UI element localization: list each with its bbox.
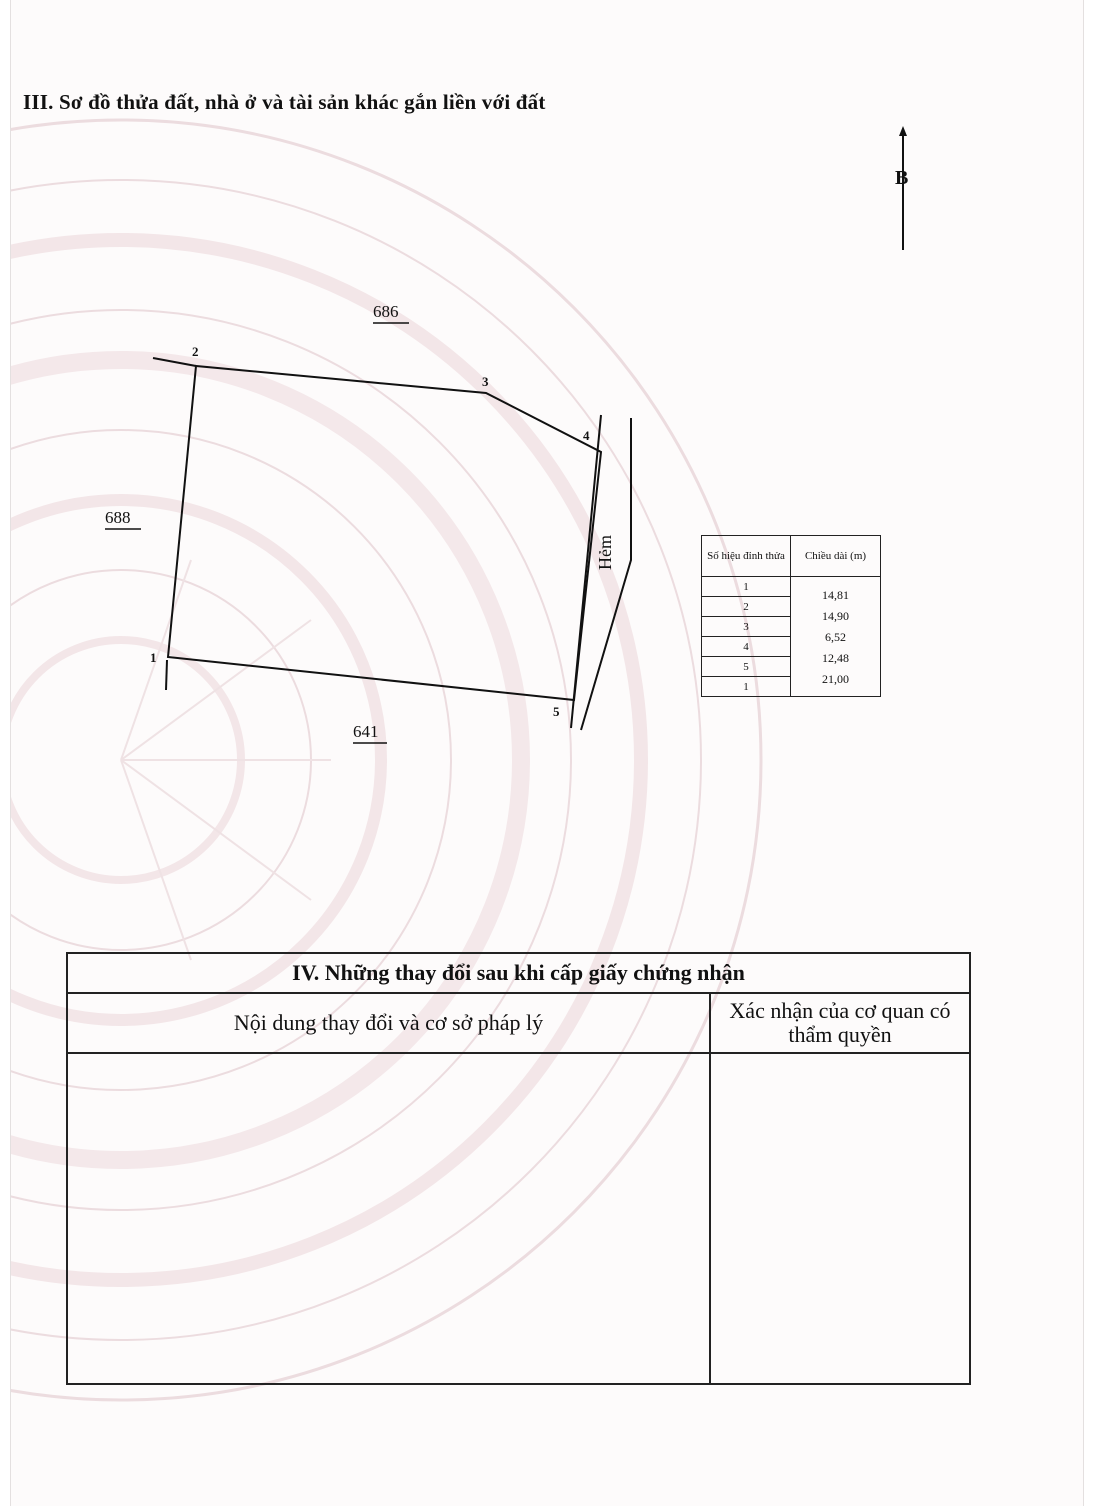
point-id-cell: 2 <box>702 597 791 617</box>
boundary-extension-north <box>153 358 196 366</box>
length-value: 14,81 <box>822 588 849 602</box>
parcel-boundary <box>168 366 601 700</box>
north-label: B <box>895 167 909 189</box>
vertex-label: 3 <box>482 374 489 389</box>
parcel-number-west: 688 <box>105 508 131 527</box>
point-id-cell: 1 <box>702 677 791 697</box>
changes-table <box>66 952 971 1385</box>
section-4-title: IV. Những thay đổi sau khi cấp giấy chứng nhận <box>67 953 970 993</box>
length-value: 14,90 <box>822 609 849 623</box>
section-3-title: III. Sơ đồ thửa đất, nhà ở và tài sản khác gắn liền với đất <box>23 90 546 114</box>
certificate-page <box>10 0 1084 1506</box>
length-value: 12,48 <box>822 651 849 665</box>
lengths-cell <box>791 577 881 697</box>
alley-label: Hẻm <box>595 535 615 570</box>
vertex-label: 4 <box>583 428 590 443</box>
parcel-number-south: 641 <box>353 722 379 741</box>
point-id-cell: 5 <box>702 657 791 677</box>
alley-edge-west <box>571 415 601 728</box>
changes-confirmation-cell <box>710 1053 970 1384</box>
vertex-label: 2 <box>192 344 199 359</box>
parcel-number-north: 686 <box>373 302 399 321</box>
vertex-label: 1 <box>150 650 157 665</box>
point-id-cell: 3 <box>702 617 791 637</box>
point-id-cell: 1 <box>702 577 791 597</box>
header-length: Chiều dài (m) <box>791 536 881 577</box>
length-value: 21,00 <box>822 672 849 686</box>
column-content-header: Nội dung thay đổi và cơ sở pháp lý <box>67 993 710 1053</box>
edge-length-table <box>701 535 881 697</box>
header-point-id: Số hiệu đỉnh thửa <box>702 536 791 577</box>
vertex-label: 5 <box>553 704 560 719</box>
length-value: 6,52 <box>825 630 846 644</box>
boundary-extension-west <box>166 660 167 690</box>
changes-content-cell <box>67 1053 710 1384</box>
column-confirmation-header: Xác nhận của cơ quan có thẩm quyền <box>710 993 970 1053</box>
point-id-cell: 4 <box>702 637 791 657</box>
